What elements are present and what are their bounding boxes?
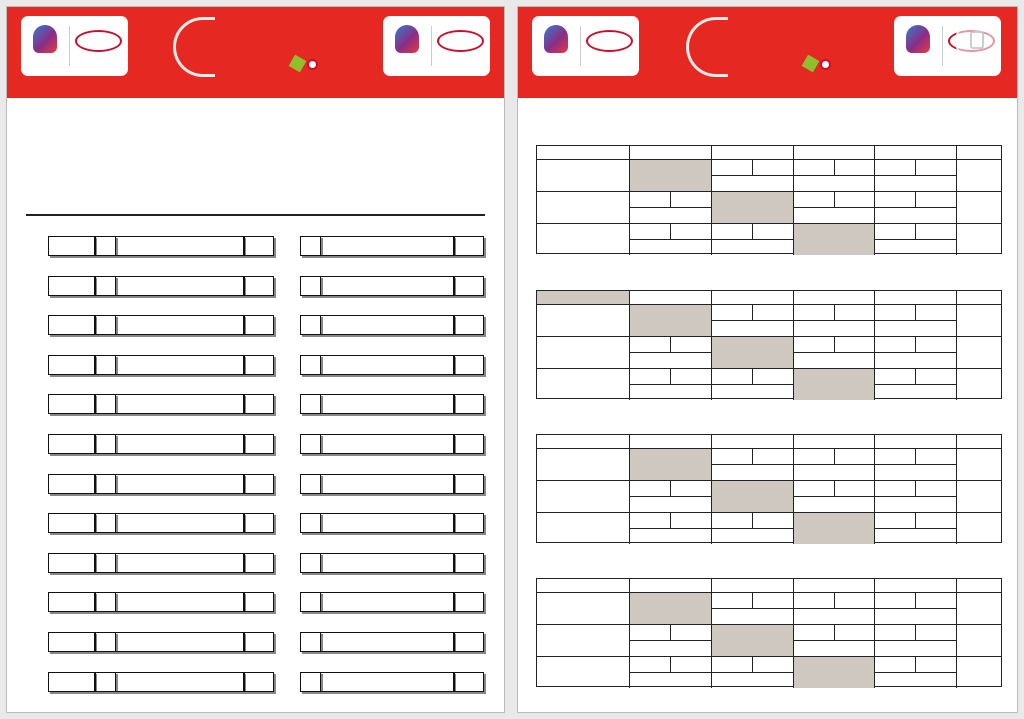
- team-a-code: [95, 276, 116, 296]
- team-b-name: [320, 355, 454, 375]
- team-b-name: [320, 513, 454, 533]
- kia-logo-icon: [586, 30, 633, 52]
- score-split: [834, 159, 835, 175]
- team-b-name: [320, 394, 454, 414]
- score-split: [752, 448, 753, 464]
- team-a-score: [244, 434, 274, 454]
- score-split: [752, 592, 753, 608]
- team-b-code: [300, 434, 321, 454]
- euro-2016-logo-icon: [33, 25, 57, 53]
- team-b-name: [320, 474, 454, 494]
- score-split: [834, 191, 835, 207]
- partner-logo-card-right: [383, 16, 490, 76]
- team-b-name: [320, 672, 454, 692]
- score-split: [834, 480, 835, 496]
- points-split: [915, 159, 916, 175]
- row-divider: [537, 480, 1001, 481]
- header-rule: [26, 214, 485, 216]
- team-a-name: [115, 592, 244, 612]
- column-divider: [956, 146, 957, 255]
- points-split: [874, 320, 956, 321]
- match-time: [48, 315, 95, 335]
- team-a-code: [95, 632, 116, 652]
- self-match-cell: [793, 223, 874, 255]
- team-a-name: [115, 672, 244, 692]
- team-a-score: [244, 236, 274, 256]
- score-split: [711, 464, 793, 465]
- points-split: [874, 207, 956, 208]
- team-b-code: [300, 553, 321, 573]
- score-split: [793, 640, 874, 641]
- team-a-code: [95, 474, 116, 494]
- self-match-cell: [793, 368, 874, 400]
- team-a-score: [244, 315, 274, 335]
- team-a-name: [115, 553, 244, 573]
- match-time: [48, 394, 95, 414]
- team-b-score: [454, 632, 484, 652]
- team-a-name: [115, 236, 244, 256]
- match-time: [48, 513, 95, 533]
- divider: [580, 26, 581, 66]
- score-split: [711, 239, 793, 240]
- score-split: [793, 608, 874, 609]
- match-time: [48, 434, 95, 454]
- team-a-code: [95, 672, 116, 692]
- score-split: [793, 320, 874, 321]
- header-highlight: [537, 291, 629, 304]
- team-b-name: [320, 434, 454, 454]
- points-split: [874, 496, 956, 497]
- score-split: [670, 336, 671, 352]
- hexagon-icon: [802, 55, 820, 73]
- team-a-name: [115, 434, 244, 454]
- team-b-score: [454, 355, 484, 375]
- row-divider: [537, 368, 1001, 369]
- points-split: [915, 368, 916, 384]
- score-split: [711, 608, 793, 609]
- team-b-code: [300, 355, 321, 375]
- team-b-code: [300, 394, 321, 414]
- score-split: [629, 352, 711, 353]
- team-b-score: [454, 276, 484, 296]
- player-swoosh-icon: [686, 17, 728, 77]
- points-split: [874, 239, 956, 240]
- team-b-name: [320, 315, 454, 335]
- column-divider: [793, 291, 794, 400]
- score-split: [752, 159, 753, 175]
- self-match-cell: [711, 480, 793, 512]
- team-b-score: [454, 394, 484, 414]
- score-split: [793, 352, 874, 353]
- team-a-code: [95, 315, 116, 335]
- score-split: [711, 320, 793, 321]
- team-a-score: [244, 394, 274, 414]
- team-a-score: [244, 474, 274, 494]
- team-b-code: [300, 632, 321, 652]
- divider: [69, 26, 70, 66]
- score-split: [711, 528, 793, 529]
- score-split: [834, 448, 835, 464]
- divider: [942, 26, 943, 66]
- score-split: [670, 512, 671, 528]
- points-split: [915, 512, 916, 528]
- column-divider: [956, 435, 957, 544]
- team-a-score: [244, 672, 274, 692]
- team-b-score: [454, 592, 484, 612]
- euro-2016-logo-icon: [906, 25, 930, 53]
- team-b-score: [454, 434, 484, 454]
- points-split: [874, 640, 956, 641]
- team-b-name: [320, 236, 454, 256]
- match-time: [48, 553, 95, 573]
- team-b-code: [300, 513, 321, 533]
- team-b-name: [320, 276, 454, 296]
- score-split: [670, 223, 671, 239]
- self-match-cell: [711, 191, 793, 223]
- team-a-name: [115, 394, 244, 414]
- score-split: [752, 512, 753, 528]
- row-divider: [537, 191, 1001, 192]
- watermark-glyph: [970, 31, 984, 49]
- row-divider: [537, 512, 1001, 513]
- euro-2016-logo-icon: [395, 25, 419, 53]
- standings-table: [536, 290, 1002, 399]
- row-divider: [537, 656, 1001, 657]
- team-a-score: [244, 513, 274, 533]
- header-banner: [7, 7, 504, 98]
- row-divider: [537, 223, 1001, 224]
- score-split: [670, 480, 671, 496]
- points-split: [874, 608, 956, 609]
- team-b-score: [454, 513, 484, 533]
- header-divider: [537, 304, 1001, 305]
- score-split: [711, 175, 793, 176]
- score-split: [670, 191, 671, 207]
- self-match-cell: [629, 592, 711, 624]
- watermark-icon: [955, 19, 999, 63]
- hexagon-icon: [289, 55, 307, 73]
- score-split: [834, 592, 835, 608]
- schedule-sheet: [6, 6, 505, 713]
- score-split: [752, 656, 753, 672]
- column-divider: [956, 291, 957, 400]
- player-swoosh-icon: [173, 17, 215, 77]
- team-b-code: [300, 672, 321, 692]
- points-split: [915, 223, 916, 239]
- points-split: [874, 175, 956, 176]
- team-a-score: [244, 355, 274, 375]
- partner-logo-card-left: [21, 16, 128, 76]
- points-split: [874, 384, 956, 385]
- team-b-code: [300, 592, 321, 612]
- row-divider: [537, 336, 1001, 337]
- team-b-score: [454, 474, 484, 494]
- score-split: [793, 207, 874, 208]
- team-a-code: [95, 553, 116, 573]
- score-split: [711, 384, 793, 385]
- kia-champ-logo: [173, 13, 343, 91]
- team-a-score: [244, 592, 274, 612]
- team-b-score: [454, 315, 484, 335]
- header-divider: [537, 592, 1001, 593]
- match-time: [48, 632, 95, 652]
- kia-logo-icon: [75, 30, 122, 52]
- score-split: [629, 672, 711, 673]
- team-a-code: [95, 394, 116, 414]
- points-split: [915, 656, 916, 672]
- divider: [431, 26, 432, 66]
- score-split: [793, 175, 874, 176]
- column-divider: [793, 146, 794, 255]
- match-time: [48, 276, 95, 296]
- points-split: [915, 191, 916, 207]
- team-b-code: [300, 474, 321, 494]
- team-a-name: [115, 355, 244, 375]
- score-split: [629, 528, 711, 529]
- team-a-code: [95, 434, 116, 454]
- score-split: [670, 656, 671, 672]
- self-match-cell: [711, 336, 793, 368]
- score-split: [752, 368, 753, 384]
- team-b-name: [320, 592, 454, 612]
- team-a-name: [115, 474, 244, 494]
- score-split: [834, 304, 835, 320]
- score-split: [752, 223, 753, 239]
- self-match-cell: [793, 512, 874, 544]
- header-divider: [537, 448, 1001, 449]
- team-a-name: [115, 632, 244, 652]
- score-split: [629, 496, 711, 497]
- column-divider: [956, 579, 957, 688]
- points-split: [915, 448, 916, 464]
- points-split: [874, 464, 956, 465]
- score-split: [629, 239, 711, 240]
- team-a-name: [115, 513, 244, 533]
- team-a-code: [95, 513, 116, 533]
- team-b-score: [454, 553, 484, 573]
- self-match-cell: [629, 448, 711, 480]
- score-split: [629, 207, 711, 208]
- team-b-name: [320, 632, 454, 652]
- row-divider: [537, 624, 1001, 625]
- self-match-cell: [711, 624, 793, 656]
- kia-champ-logo: [686, 13, 856, 91]
- score-split: [670, 624, 671, 640]
- points-split: [915, 624, 916, 640]
- results-sheet: [517, 6, 1018, 713]
- self-match-cell: [793, 656, 874, 688]
- euro-2016-logo-icon: [544, 25, 568, 53]
- team-b-name: [320, 553, 454, 573]
- match-time: [48, 355, 95, 375]
- match-time: [48, 236, 95, 256]
- score-split: [752, 304, 753, 320]
- team-b-code: [300, 276, 321, 296]
- team-a-score: [244, 553, 274, 573]
- points-split: [915, 336, 916, 352]
- football-icon: [307, 59, 318, 70]
- team-b-score: [454, 236, 484, 256]
- self-match-cell: [629, 304, 711, 336]
- points-split: [915, 304, 916, 320]
- points-split: [915, 592, 916, 608]
- team-a-name: [115, 276, 244, 296]
- team-a-code: [95, 592, 116, 612]
- standings-table: [536, 145, 1002, 254]
- points-split: [874, 352, 956, 353]
- team-b-code: [300, 315, 321, 335]
- team-a-name: [115, 315, 244, 335]
- kia-logo-icon: [437, 30, 484, 52]
- team-b-code: [300, 236, 321, 256]
- team-a-code: [95, 236, 116, 256]
- team-b-score: [454, 672, 484, 692]
- header-banner: [518, 7, 1017, 98]
- partner-logo-card-left: [532, 16, 639, 76]
- standings-table: [536, 434, 1002, 543]
- team-a-code: [95, 355, 116, 375]
- points-split: [874, 528, 956, 529]
- column-divider: [793, 435, 794, 544]
- match-time: [48, 672, 95, 692]
- score-split: [629, 384, 711, 385]
- score-split: [670, 368, 671, 384]
- score-split: [793, 464, 874, 465]
- score-split: [711, 672, 793, 673]
- score-split: [629, 640, 711, 641]
- header-divider: [537, 159, 1001, 160]
- team-a-score: [244, 276, 274, 296]
- column-divider: [793, 579, 794, 688]
- self-match-cell: [629, 159, 711, 191]
- football-icon: [820, 59, 831, 70]
- score-split: [834, 336, 835, 352]
- team-a-score: [244, 632, 274, 652]
- points-split: [874, 672, 956, 673]
- standings-table: [536, 578, 1002, 687]
- score-split: [793, 496, 874, 497]
- match-time: [48, 474, 95, 494]
- match-time: [48, 592, 95, 612]
- score-split: [834, 624, 835, 640]
- points-split: [915, 480, 916, 496]
